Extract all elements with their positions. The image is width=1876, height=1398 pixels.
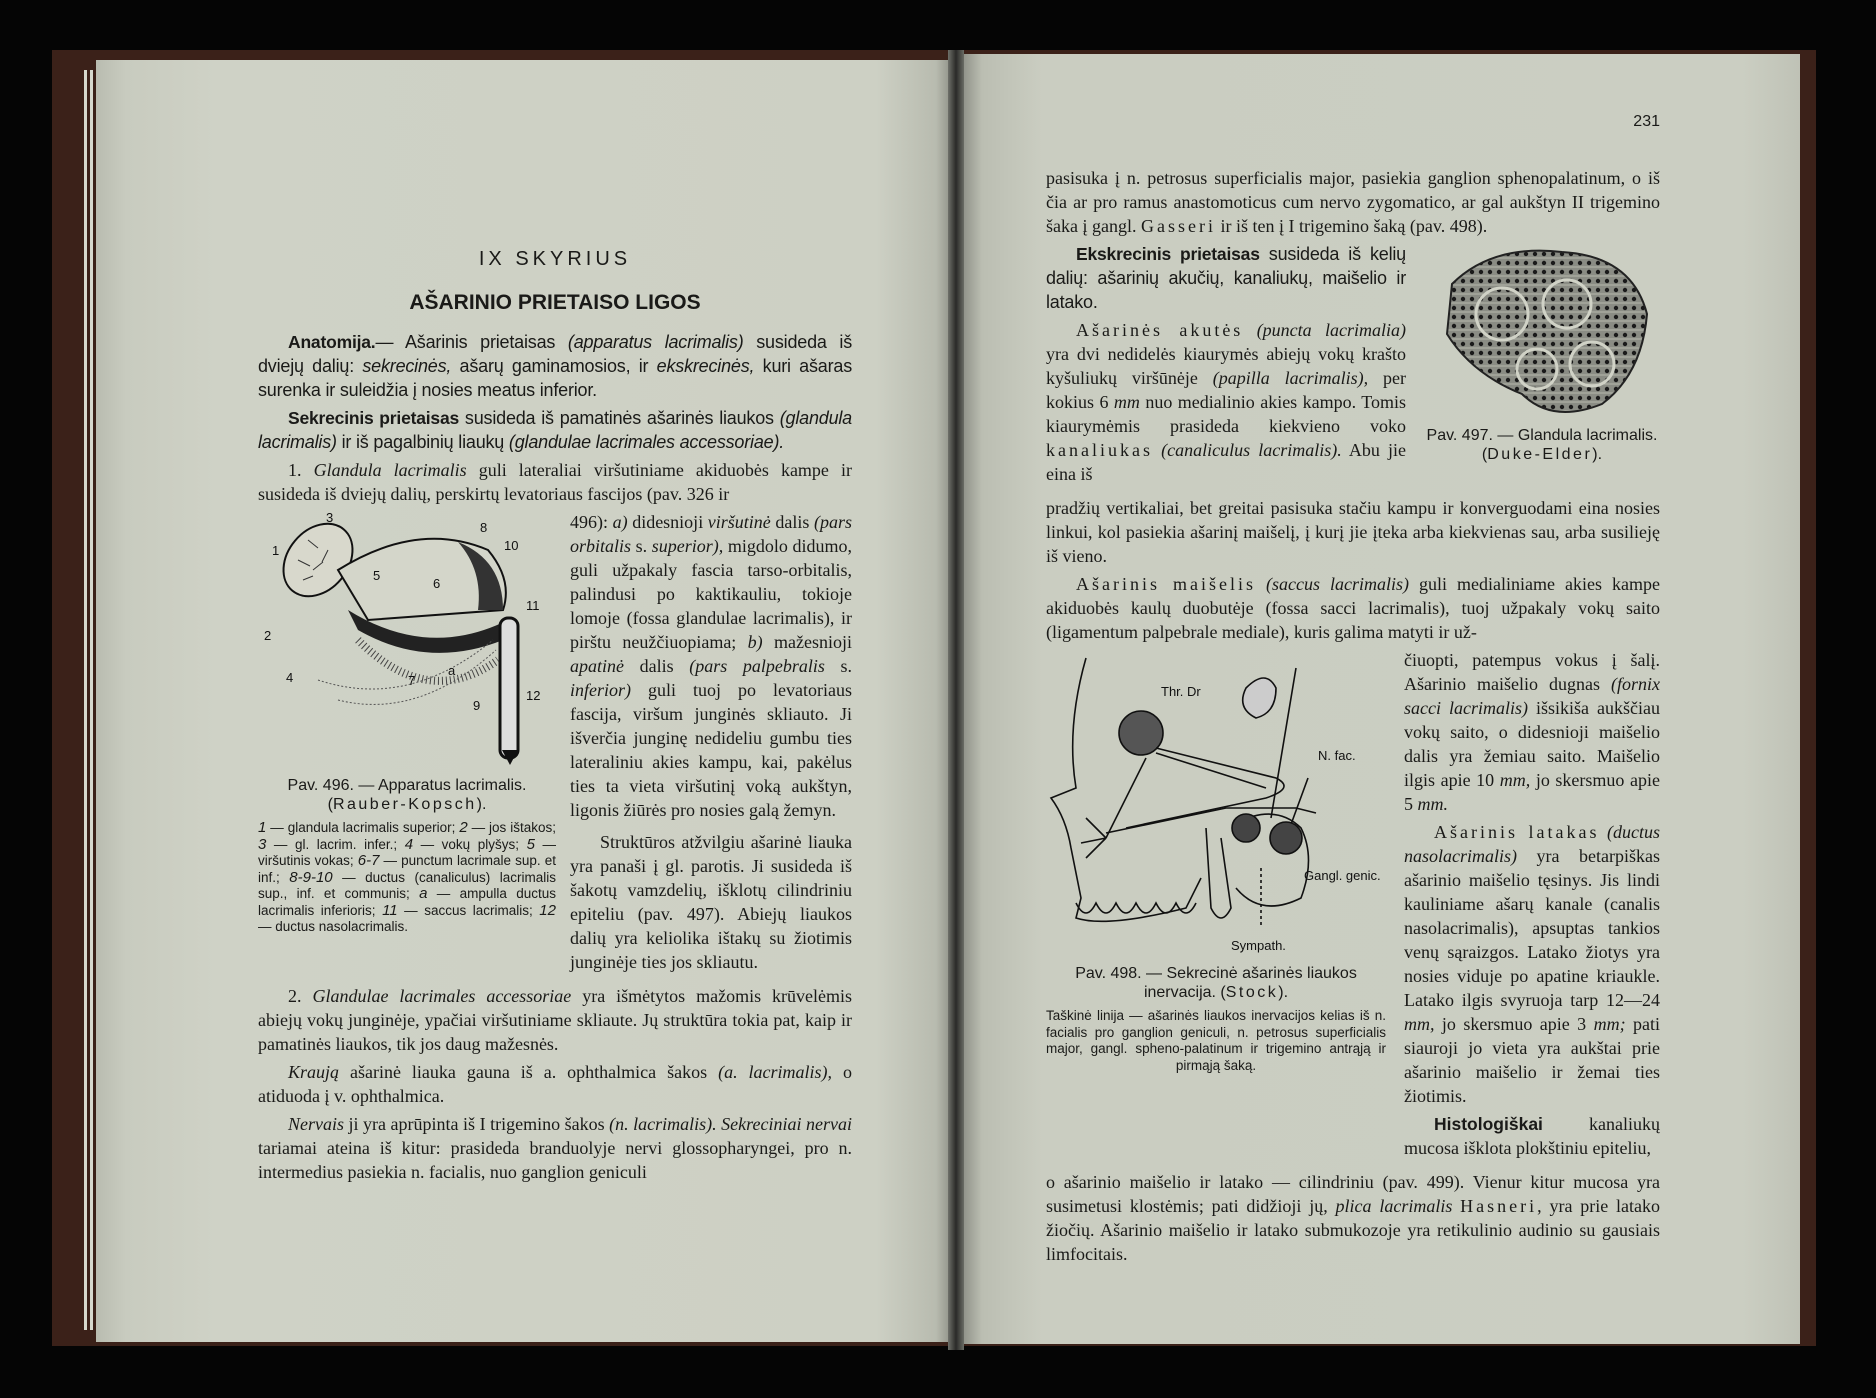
- text-run: susideda iš pamatinės ašarinės liaukos: [459, 408, 780, 428]
- text-run: jo skersmuo apie 5: [1404, 770, 1660, 814]
- figure-496-caption: [258, 776, 556, 814]
- text-run: čiuopti, patempus vokus į šalį. Ašarinio maišelio dugnas: [1404, 650, 1660, 694]
- fig-label: 2: [264, 628, 272, 643]
- right-page-text: [1046, 166, 1660, 1270]
- italic-run: mm: [1113, 392, 1140, 412]
- fig-label: 10: [504, 538, 519, 553]
- text-run: yra išmėtytos mažomis krūvelėmis abiejų vokų junginėje, ypačiai viršutiniame skliaute. Jų struktūra tokia pat, kaip ir pamatinės liaukos, tik jos daug mažesnės.: [258, 986, 853, 1054]
- italic-run: (pars orbitalis: [570, 512, 853, 556]
- figure-497-caption: [1424, 426, 1660, 464]
- latakas-column: [1404, 648, 1660, 1164]
- bold-run: Ekskrecinis prietaisas: [1076, 244, 1260, 264]
- text-run: ir iš pagalbinių liaukų: [336, 432, 509, 452]
- spaced-run: Ašarinės akutės: [1076, 320, 1244, 340]
- text-run: s.: [631, 536, 652, 556]
- chapter-label: IX SKYRIUS: [478, 248, 632, 270]
- text-run: tariamai ateina iš kitur: prasideda branduolyje nervi glossopharyngei, pro n. intermedius pasiekia n. facialis, nuo ganglion geniculi: [258, 1138, 852, 1182]
- figure-497-glandula-lacrimalis: [1424, 242, 1660, 422]
- bold-run: Sekrecinis prietaisas: [288, 408, 460, 428]
- italic-run: ekskrecinės,: [656, 356, 755, 376]
- italic-run: mm,: [1404, 1014, 1435, 1034]
- italic-run: 3: [258, 835, 267, 853]
- paragraph-akutes-cont: [1046, 496, 1660, 568]
- page-number: 231: [1633, 113, 1660, 130]
- fig-label: 9: [473, 698, 481, 713]
- left-text-column: [570, 510, 852, 978]
- text-run: ).: [1592, 446, 1603, 463]
- book-spine: [948, 50, 964, 1350]
- fig-label: 8: [480, 520, 488, 535]
- text-run: ir iš ten į I trigemino šaką (pav. 498).: [1215, 216, 1488, 236]
- text-run: [1256, 574, 1266, 594]
- page-stack-edge: [84, 70, 87, 1330]
- italic-run: (glandula lacrimalis): [258, 408, 852, 452]
- italic-run: a: [419, 885, 428, 902]
- fig-label: 12: [526, 688, 541, 703]
- text-run: ji yra aprūpinta iš I trigemino šakos: [344, 1114, 610, 1134]
- text-run: Pav. 498. — Sekrecinė ašarinės liaukos inervacija. (: [1075, 965, 1357, 1001]
- text-run: — gl. lacrim. infer.;: [266, 836, 405, 852]
- italic-run: (puncta lacrimalia): [1256, 320, 1407, 340]
- italic-run: (fornix sacci lacrimalis): [1404, 674, 1660, 718]
- italic-run: (papilla lacrimalis),: [1212, 368, 1369, 388]
- italic-run: (ductus nasolacrimalis): [1404, 822, 1660, 866]
- fig-label: 6: [433, 576, 441, 591]
- chapter-title: AŠARINIO PRIETAISO LIGOS: [409, 291, 701, 314]
- italic-run: mm.: [1417, 794, 1448, 814]
- figure-497-row: [1046, 242, 1660, 490]
- text-run: susideda iš kelių dalių: ašarinių akučių, kanaliukų, maišelio ir latako.: [1046, 244, 1406, 312]
- text-run: yra dvi nedidelės kiaurymės abiejų vokų krašto kyšuliukų viršūnėje: [1046, 344, 1406, 388]
- text-run: , yra prie latako žiočių. Ašarinio maišelio ir latako submukozoje yra retikulinio audinio su gausiais limfocitais.: [1046, 1196, 1661, 1264]
- text-run: [1243, 320, 1256, 340]
- paragraph-latakas: [1404, 820, 1660, 1108]
- figure-496-legend: [258, 820, 556, 936]
- spaced-run: Gasseri: [1140, 216, 1216, 236]
- text-run: Pav. 496. — Apparatus lacrimalis. (: [287, 777, 527, 813]
- text-run: yra betarpiškas ašarinio maišelio tęsinys. Jis lindi kauliniame ašarų kanale (canalis nasolacrimalis), apsuptas tankios venų sąraizgos. Latako žiotys yra nosies viduje po apatine kriaukle. Latako ilgis svyruoja tarp 12—24: [1404, 846, 1660, 1010]
- left-page-text: [258, 246, 852, 1188]
- text-run: [1153, 440, 1161, 460]
- spaced-run: kanaliukas: [1046, 440, 1153, 460]
- text-run: — Ašarinis prietaisas: [375, 332, 568, 352]
- figure-498-row: [1046, 648, 1660, 1164]
- text-run: — punctum lacrimale sup. et inf.;: [258, 853, 556, 885]
- label-n-fac: N. fac.: [1318, 748, 1356, 763]
- text-run: ašarinė liauka gauna iš a. ophthalmica šakos: [339, 1062, 719, 1082]
- paragraph-continuation: [1046, 166, 1660, 238]
- text-run: ašarų gaminamosios, ir: [451, 356, 657, 376]
- italic-run: Nervais: [288, 1114, 344, 1134]
- italic-run: (canaliculus lacrimalis).: [1161, 440, 1342, 460]
- text-run: per kokius 6: [1046, 368, 1406, 412]
- italic-run: Glandula lacrimalis: [313, 460, 467, 480]
- italic-run: (n. lacrimalis). Sekreciniai nervai: [609, 1114, 852, 1134]
- text-run: 1.: [288, 460, 314, 480]
- paragraph-sekrecinis: [258, 406, 852, 454]
- italic-run: apatinė: [570, 656, 624, 676]
- italic-run: 6-7: [357, 852, 380, 869]
- paragraph-krauja: [258, 1060, 852, 1108]
- italic-run: a): [612, 512, 628, 532]
- text-run: mažesnioji: [762, 632, 853, 652]
- figure-497-column: [1424, 242, 1660, 470]
- fig-label: a: [448, 663, 456, 678]
- label-sympath: Sympath.: [1231, 938, 1286, 953]
- spaced-run: Ašarinis latakas: [1434, 822, 1600, 842]
- paragraph-accessoriae: [258, 984, 852, 1056]
- text-run: ).: [476, 796, 487, 813]
- fig-label: 4: [286, 670, 294, 685]
- figure-496-column: [258, 510, 556, 936]
- italic-run: sekrecinės,: [362, 356, 452, 376]
- italic-run: superior),: [651, 536, 724, 556]
- italic-run: 11: [382, 901, 398, 919]
- text-run: — viršutinis vokas;: [258, 836, 557, 868]
- spaced-run: Ašarinis maišelis: [1076, 574, 1256, 594]
- text-run: [1452, 1196, 1460, 1216]
- italic-run: (saccus lacrimalis): [1266, 574, 1410, 594]
- text-run: jo skersmuo apie 3: [1434, 1014, 1594, 1034]
- paragraph-maiselis: [1046, 572, 1660, 644]
- text-run: Struktūros atžvilgiu ašarinė liauka yra panaši į gl. parotis. Ji susideda iš šakotų vamzdelių, išklotų cilindriniu epiteliu (pav. 497). Abiejų liaukos dalių yra keliolika ištakų su žiotimis junginėje ties jos skliautu.: [570, 832, 852, 972]
- text-run: didesnioji: [627, 512, 708, 532]
- text-run: susideda iš dviejų dalių:: [258, 332, 853, 376]
- text-run: išsikiša aukščiau vokų saito, o didesnioji maišelio dalis yra žemiau saito. Maišelio ilgis apie 10: [1404, 698, 1661, 790]
- text-run: kuri ašaras surenka ir suleidžia į nosies meatus inferior.: [258, 356, 853, 400]
- paragraph-glandula-lacrimalis: [258, 458, 852, 506]
- italic-run: mm;: [1593, 1014, 1626, 1034]
- text-run: dalis: [770, 512, 814, 532]
- text-run: Abu jie eina iš: [1046, 440, 1406, 484]
- italic-run: 2: [459, 819, 468, 836]
- text-run: — jos ištakos;: [467, 820, 556, 835]
- italic-run: (glandulae lacrimales accessoriae).: [508, 432, 785, 452]
- italic-run: Glandulae lacrimales accessoriae: [312, 986, 572, 1006]
- italic-run: 8-9-10: [289, 868, 333, 886]
- paragraph-anatomija: [258, 330, 852, 402]
- italic-run: Kraują: [288, 1062, 340, 1082]
- italic-run: inferior): [570, 680, 631, 700]
- text-run: migdolo didumo, guli užpakaly fascia tarso-orbitalis, palindusi po kaktikauliu, tokioje lomoje (fossa glandulae lacrimalis), ir pirštu neužčiuopiama;: [570, 536, 852, 652]
- text-run: pradžių vertikaliai, bet greitai pasisuka stačiu kampu ir konverguodami eina nosies linkui, kol pasiekia ašarinį maišelį, į kurį jie įteka arba kiekvienas sau, arba susilieję iš vieno.: [1046, 498, 1660, 566]
- text-run: kanaliukų mucosa išklota plokštiniu epiteliu,: [1404, 1114, 1660, 1158]
- spaced-run: Duke-Elder: [1487, 446, 1593, 463]
- figure-498-inervacija: [1046, 648, 1386, 960]
- text-run: pasisuka į n. petrosus superficialis major, pasiekia ganglion sphenopalatinum, o iš čia ar pro ramus anastomoticus cum nervo zygomatico, ar gal aukštyn II trigemino šaka į gangl.: [1046, 168, 1660, 236]
- fig-label: 3: [326, 510, 334, 525]
- spaced-run: Hasneri: [1460, 1196, 1538, 1216]
- italic-run: mm,: [1499, 770, 1531, 790]
- paragraph-akutes: [1046, 318, 1406, 486]
- page-stack-edge: [90, 70, 93, 1330]
- text-run: 2.: [288, 986, 313, 1006]
- italic-run: 1: [258, 819, 267, 836]
- spaced-run: Rauber-Kopsch: [332, 796, 477, 813]
- paragraph-nervai: [258, 1112, 852, 1184]
- italic-run: (apparatus lacrimalis): [567, 332, 744, 352]
- bold-run: Anatomija.: [288, 332, 376, 352]
- lacrimal-gland-drawing: [269, 510, 518, 765]
- paragraph-glandula-lacrimalis-cont: [570, 510, 852, 822]
- italic-run: viršutinė: [707, 512, 771, 532]
- text-run: pati siauroji jo vieta yra aukštai prie ašarinio maišelio ir žemai ties žiotimis.: [1404, 1014, 1660, 1106]
- akutes-column: [1046, 242, 1406, 490]
- italic-run: 4: [404, 835, 414, 853]
- text-run: Pav. 497. — Glandula lacrimalis. (: [1426, 427, 1658, 463]
- italic-run: plica lacrimalis: [1335, 1196, 1453, 1216]
- text-run: — ampulla ductus lacrimalis inferioris;: [258, 886, 556, 918]
- figure-498-caption: [1046, 964, 1386, 1002]
- text-run: — vokų plyšys;: [413, 836, 527, 852]
- italic-run: 12: [539, 901, 556, 919]
- fig-label: 5: [373, 568, 381, 583]
- paragraph-struktura: [570, 830, 852, 974]
- text-run: guli medialiniame akies kampe akiduobės kaulų duobutėje (fossa sacci lacrimalis), tuoj užpakaly vokų saito (ligamentum palpebrale mediale), kuris galima matyti ir už-: [1046, 574, 1660, 642]
- text-run: o ašarinio maišelio ir latako — cilindriniu (pav. 499). Vienur kitur mucosa yra susimetusi klostėmis; pati didžioji jų,: [1046, 1172, 1660, 1216]
- text-run: dalis: [624, 656, 690, 676]
- italic-run: 5: [526, 835, 535, 853]
- paragraph-ekskrecinis: [1046, 242, 1406, 314]
- italic-run: b): [747, 632, 763, 652]
- fig-label: 1: [272, 543, 280, 558]
- fig-label: 11: [526, 598, 540, 613]
- text-run: [1599, 822, 1607, 842]
- text-run: o atiduoda į v. ophthalmica.: [258, 1062, 852, 1106]
- figure-496-row: [258, 510, 852, 978]
- label-gangl-genic: Gangl. genic.: [1304, 868, 1381, 883]
- text-run: s.: [824, 656, 852, 676]
- text-run: guli tuoj po levatoriaus fascija, viršum junginės skliauto. Ji išverčia junginę nedideliu gumbu ties lateraliniu akies kampu, kai, pakėlus ties ta vieta viršutinį voką aukštyn, ligonis žiūrės pro nosies galą žemyn.: [570, 680, 852, 820]
- text-run: ).: [1278, 984, 1289, 1001]
- figure-498-column: [1046, 648, 1386, 1074]
- text-run: — saccus lacrimalis;: [397, 902, 540, 918]
- text-run: 496):: [570, 512, 613, 532]
- fig-label: 7: [408, 673, 416, 688]
- figure-498-legend: [1046, 1008, 1386, 1074]
- text-run: — ductus (canaliculus) lacrimalis sup., inf. et communis;: [258, 869, 557, 901]
- figure-496-apparatus-lacrimalis: [258, 510, 556, 772]
- paragraph-histologiskai-cont: [1046, 1170, 1660, 1266]
- bold-run: Histologiškai: [1434, 1114, 1543, 1134]
- text-run: Taškinė linija — ašarinės liaukos inervacijos kelias iš n. facialis pro ganglion geniculi, n. petrosus superficialis major, gangl. spheno-palatinum ir trigemino antrąją ir pirmąją šaką.: [1046, 1008, 1386, 1073]
- text-run: guli lateraliai viršutiniame akiduobės kampe ir susideda iš dviejų dalių, perskirtų levatoriaus fascijos (pav. 326 ir: [258, 460, 852, 504]
- italic-run: (a. lacrimalis),: [718, 1062, 833, 1082]
- text-run: nuo medialinio akies kampo. Tomis kiaurymėmis prasideda kiekvieno voko: [1046, 392, 1406, 436]
- label-thr-dr: Thr. Dr: [1161, 684, 1201, 699]
- spaced-run: Stock: [1225, 984, 1279, 1001]
- text-run: — ductus nasolacrimalis.: [258, 919, 409, 934]
- paragraph-histologiskai: [1404, 1112, 1660, 1160]
- paragraph-maiselis-cont: [1404, 648, 1660, 816]
- text-run: — glandula lacrimalis superior;: [266, 820, 460, 835]
- italic-run: (pars palpebralis: [689, 656, 825, 676]
